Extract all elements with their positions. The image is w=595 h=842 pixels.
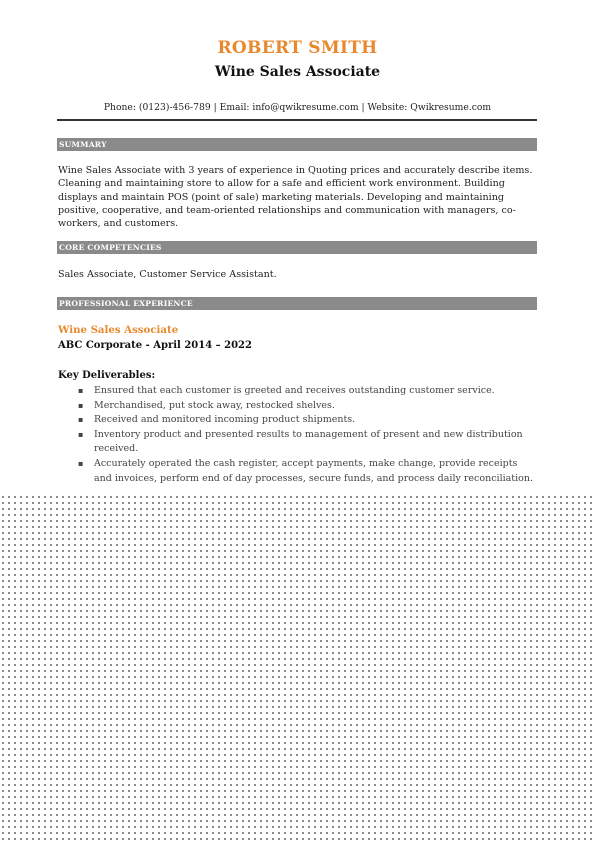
- header-divider: [57, 119, 537, 121]
- job-company-dates: ABC Corporate - April 2014 – 2022: [58, 340, 252, 351]
- summary-text: Wine Sales Associate with 3 years of experience in Quoting prices and accurately describe items. Cleaning and maintaining store to allow for a safe and efficient work environment. Building displays and maintain POS (point of sale) marketing materials. Developing and maintaining positive, cooperative, and team-oriented relationships and communication with managers, co-workers, and customers.: [58, 165, 533, 230]
- candidate-name: ROBERT SMITH: [217, 38, 378, 58]
- contact-line: Phone: (0123)-456-789 | Email: info@qwikresume.com | Website: Qwikresume.com: [103, 102, 492, 113]
- section-heading-competencies: CORE COMPETENCIES: [57, 241, 537, 254]
- key-deliverables-label: Key Deliverables:: [58, 370, 156, 381]
- deliverable-text: Inventory product and presented results to management of present and new distribution received.: [94, 428, 523, 455]
- deliverable-text: Ensured that each customer is greeted and receives outstanding customer service.: [94, 385, 495, 396]
- bullet-icon: ▪: [78, 400, 84, 410]
- deliverable-item: [58, 428, 538, 457]
- dot-pattern-overlay: [0, 494, 595, 842]
- job-title: Wine Sales Associate: [58, 324, 179, 336]
- deliverable-item: [58, 384, 538, 399]
- bullet-icon: ▪: [78, 386, 84, 395]
- section-heading-summary: SUMMARY: [57, 138, 537, 151]
- deliverable-item: [58, 413, 538, 428]
- deliverable-text: Merchandised, put stock away, restocked shelves.: [94, 399, 335, 411]
- candidate-title: Wine Sales Associate: [214, 64, 381, 80]
- deliverable-text: Accurately operated the cash register, accept payments, make change, provide receipts and invoices, perform end of day processes, secure funds, and process daily reconciliation.: [94, 457, 534, 484]
- bullet-icon: ▪: [78, 458, 84, 468]
- deliverable-item: [58, 399, 538, 414]
- deliverables-list: [58, 384, 538, 486]
- section-heading-experience: PROFESSIONAL EXPERIENCE: [57, 297, 537, 310]
- bullet-icon: ▪: [78, 429, 84, 439]
- deliverable-text: Received and monitored incoming product shipments.: [94, 414, 356, 426]
- bullet-icon: ▪: [78, 415, 84, 425]
- competencies-text: Sales Associate, Customer Service Assistant.: [58, 269, 277, 280]
- deliverable-item: [58, 457, 538, 486]
